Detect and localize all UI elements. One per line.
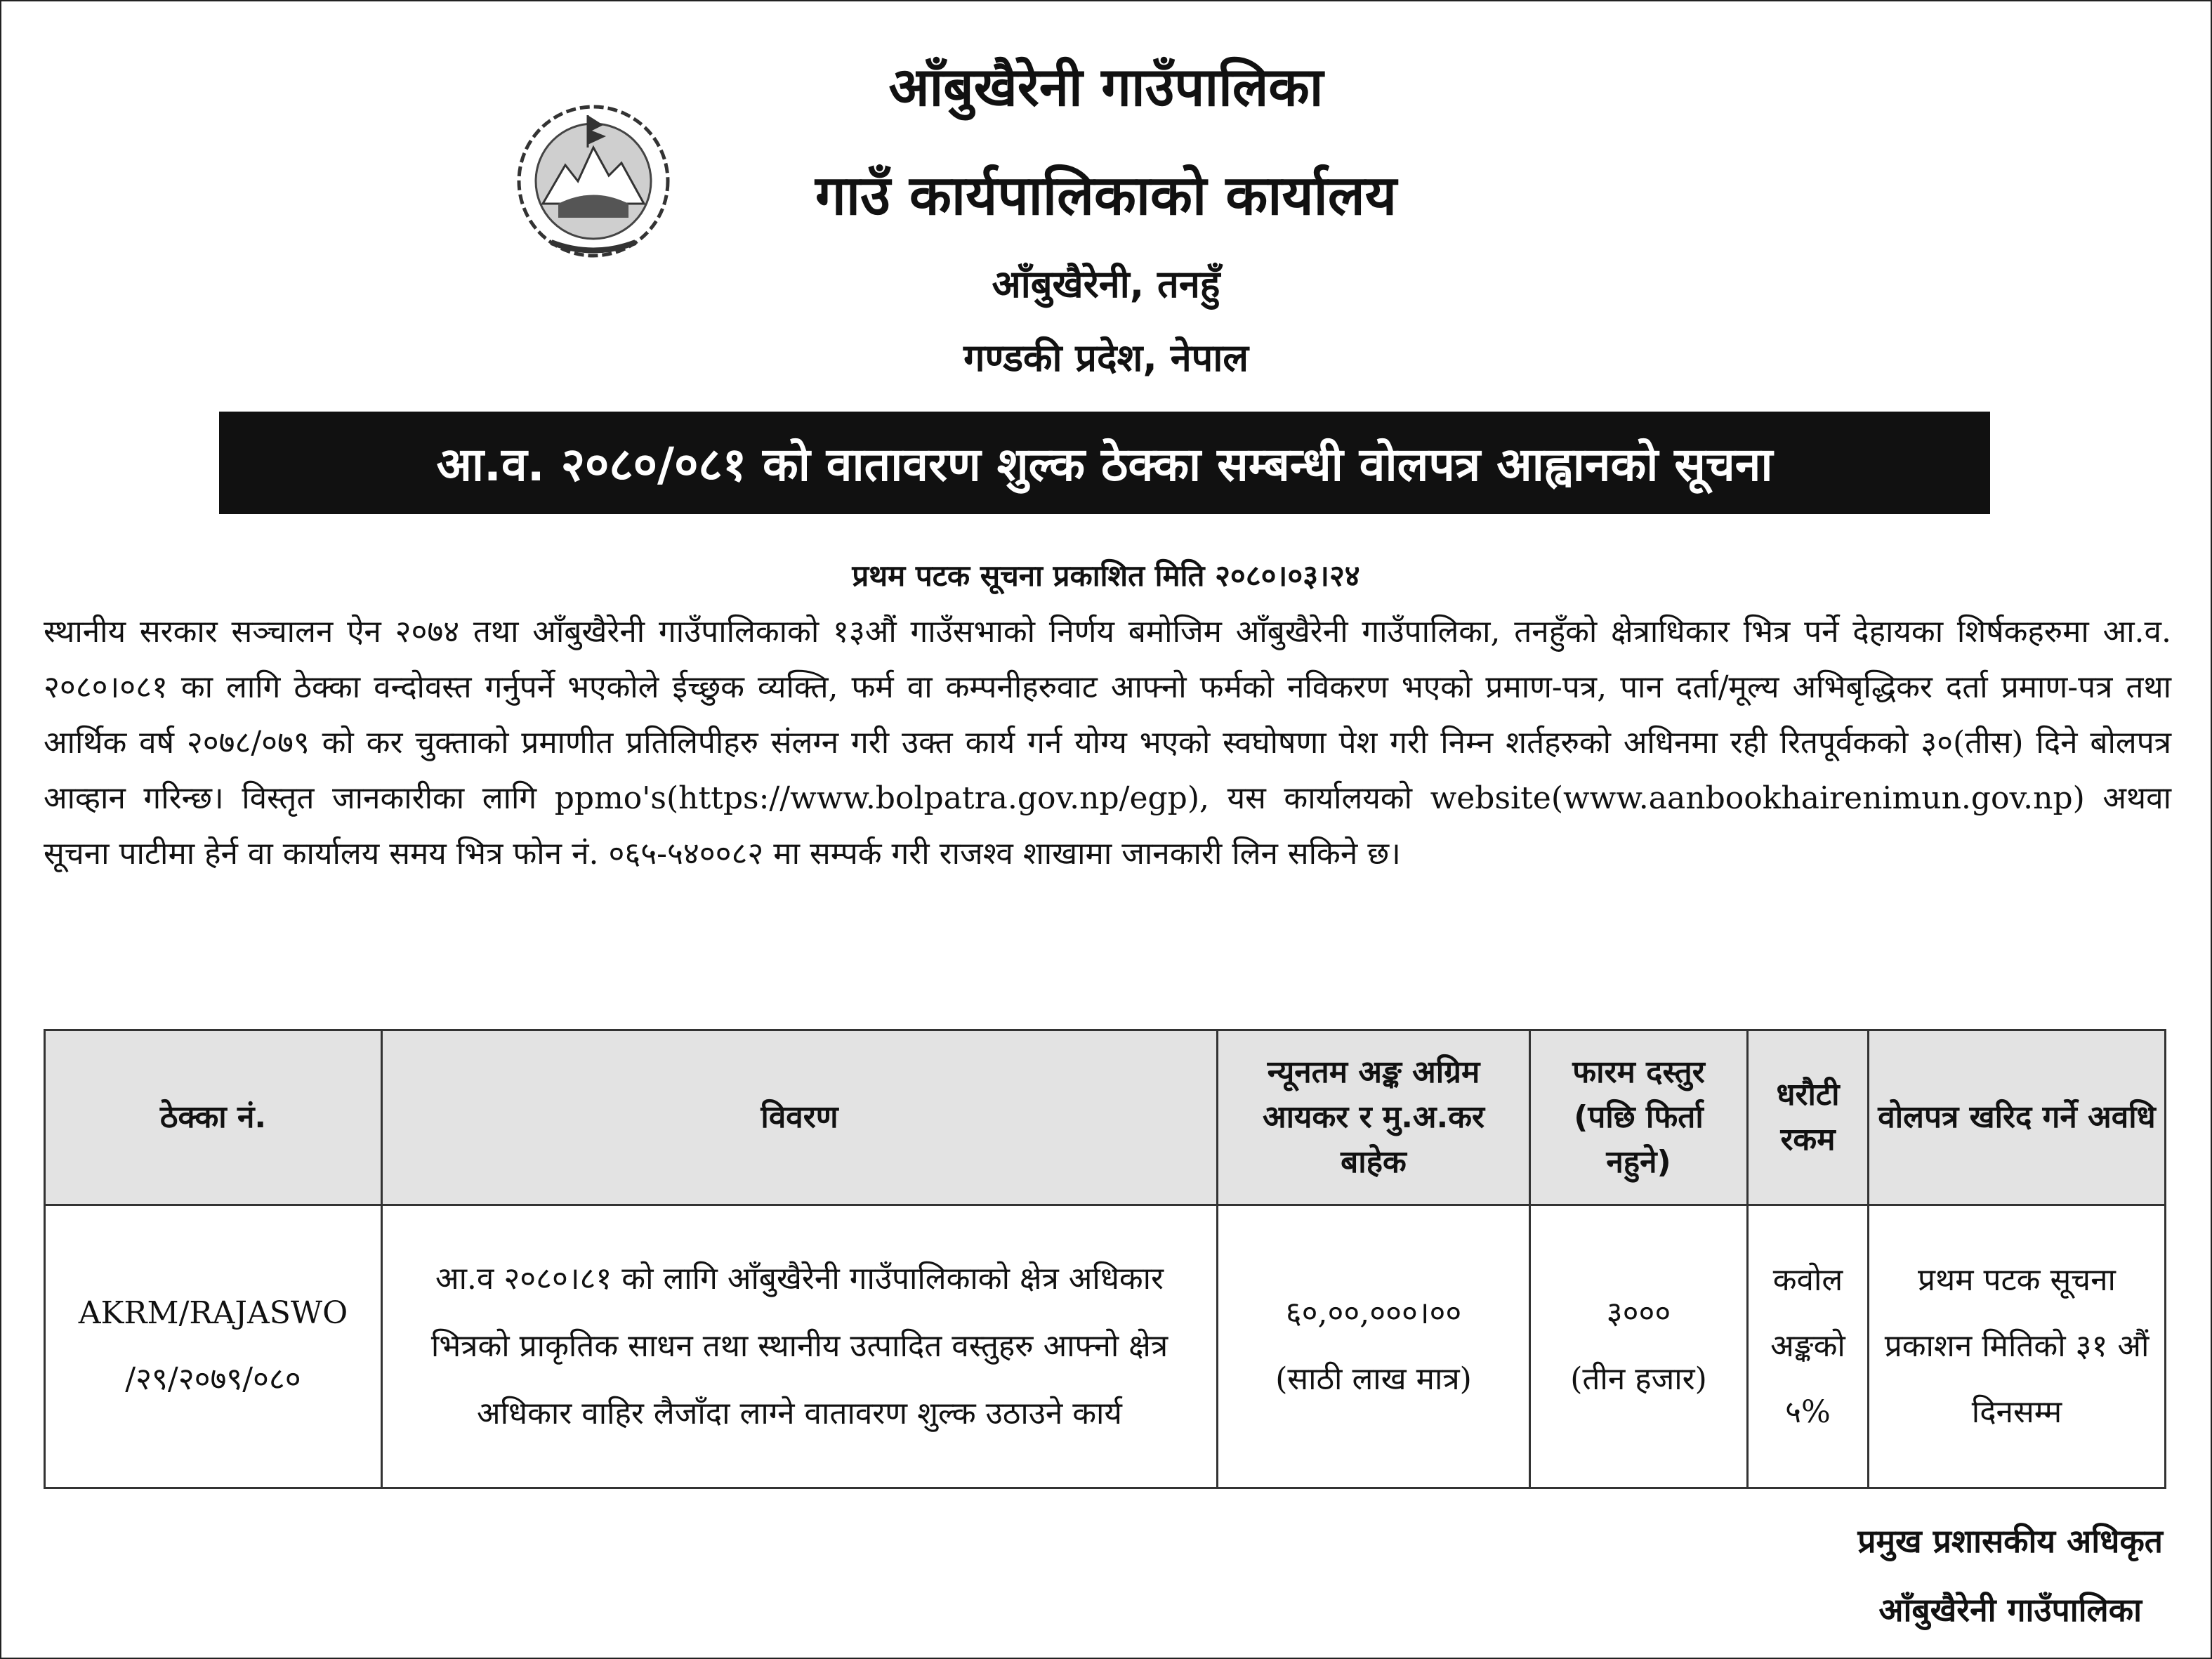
municipality-name: आँबुखैरेनी गाउँपालिका xyxy=(888,55,1324,118)
table-row xyxy=(45,1205,2166,1488)
table-header-row xyxy=(45,1030,2166,1205)
header-purchase-period: वोलपत्र खरिद गर्ने अवधि xyxy=(1869,1030,2166,1205)
province-country: गण्डकी प्रदेश, नेपाल xyxy=(963,336,1249,380)
cell-description xyxy=(382,1205,1218,1488)
notice-body: स्थानीय सरकार सञ्चालन ऐन २०७४ तथा आँबुखैरेनी गाउँपालिकाको १३औं गाउँसभाको निर्णय बमोजिम आँबुखैरेनी गाउँपालिका, तनहुँको क्षेत्राधिकार भित्र पर्ने देहायका शिर्षकहरुमा आ.व. २०८०।०८१ का लागि ठेक्का वन्दोवस्त गर्नुपर्ने भएकोले ईच्छुक व्यक्ति, फर्म वा कम्पनीहरुवाट आफ्नो फर्मको नविकरण भएको प्रमाण-पत्र, पान दर्ता/मूल्य अभिबृद्धिकर दर्ता प्रमाण-पत्र तथा आर्थिक वर्ष २०७८/०७९ को कर चुक्ताको प्रमाणीत प्रतिलिपीहरु संलग्न गरी उक्त कार्य गर्न योग्य भएको स्वघोषणा पेश गरी निम्न शर्तहरुको अधिनमा रही रितपूर्वकको ३०(तीस) दिने बोलपत्र आव्हान गरिन्छ। विस्तृत जानकारीका लागि ppmo's(https://www.bolpatra.gov.np/egp), यस कार्यालयको website(www.aanbookhairenimun.gov.np) अथवा सूचना पाटीमा हेर्न वा कार्यालय समय भित्र फोन नं. ०६५-५४००८२ मा सम्पर्क गरी राजश्व शाखामा जानकारी लिन सकिने छ। xyxy=(44,614,2171,872)
notice-title-banner xyxy=(219,412,1990,514)
cell-form-fee xyxy=(1530,1205,1748,1488)
office-address: आँबुखैरेनी, तनहुँ xyxy=(992,262,1220,306)
header-description: विवरण xyxy=(382,1030,1218,1205)
form-fee-words: (तीन हजार) xyxy=(1570,1361,1707,1397)
header-contract-no: ठेक्का नं. xyxy=(45,1030,382,1205)
description-text: आ.व २०८०।८१ को लागि आँबुखैरेनी गाउँपालिकाको क्षेत्र अधिकार भित्रको प्राकृतिक साधन तथा स्थानीय उत्पादित वस्तुहरु आफ्नो क्षेत्र अधिकार वाहिर लैजाँदा लाग्ने वातावरण शुल्क उठाउने कार्य xyxy=(430,1261,1168,1431)
contract-table xyxy=(44,1029,2166,1489)
min-amount-words: (साठी लाख मात्र) xyxy=(1275,1361,1472,1397)
office-name: गाउँ कार्यपालिकाको कार्यालय xyxy=(815,164,1397,228)
header-min-amount: न्यूनतम अङ्क अग्रिम आयकर र मु.अ.कर बाहेक xyxy=(1218,1030,1530,1205)
cell-deposit xyxy=(1748,1205,1869,1488)
header-form-fee: फारम दस्तुर (पछि फिर्ता नहुने) xyxy=(1530,1030,1748,1205)
purchase-period-text: प्रथम पटक सूचना प्रकाशन मितिको ३१ औं दिनसम्म xyxy=(1884,1262,2150,1430)
notice-title: आ.व. २०८०/०८१ को वातावरण शुल्क ठेक्का सम्बन्धी वोलपत्र आह्वानको सूचना xyxy=(436,438,1773,492)
header-deposit: धरौटी रकम xyxy=(1748,1030,1869,1205)
signatory-title: प्रमुख प्रशासकीय अधिकृत xyxy=(1857,1522,2163,1560)
cell-min-amount xyxy=(1218,1205,1530,1488)
signatory-office: आँबुखैरेनी गाउँपालिका xyxy=(1878,1591,2142,1629)
contract-no-number: /२९/२०७९/०८० xyxy=(125,1361,301,1397)
form-fee-value: ३००० xyxy=(1606,1295,1671,1331)
cell-contract-no xyxy=(45,1205,382,1488)
cell-purchase-period xyxy=(1869,1205,2166,1488)
contract-no-code: AKRM/RAJASWO xyxy=(78,1295,348,1331)
min-amount-value: ६०,००,०००।०० xyxy=(1285,1295,1462,1331)
deposit-text: कवोल अङ्कको ५% xyxy=(1770,1262,1845,1430)
publication-date: प्रथम पटक सूचना प्रकाशित मिति २०८०।०३।२४ xyxy=(852,558,1360,593)
